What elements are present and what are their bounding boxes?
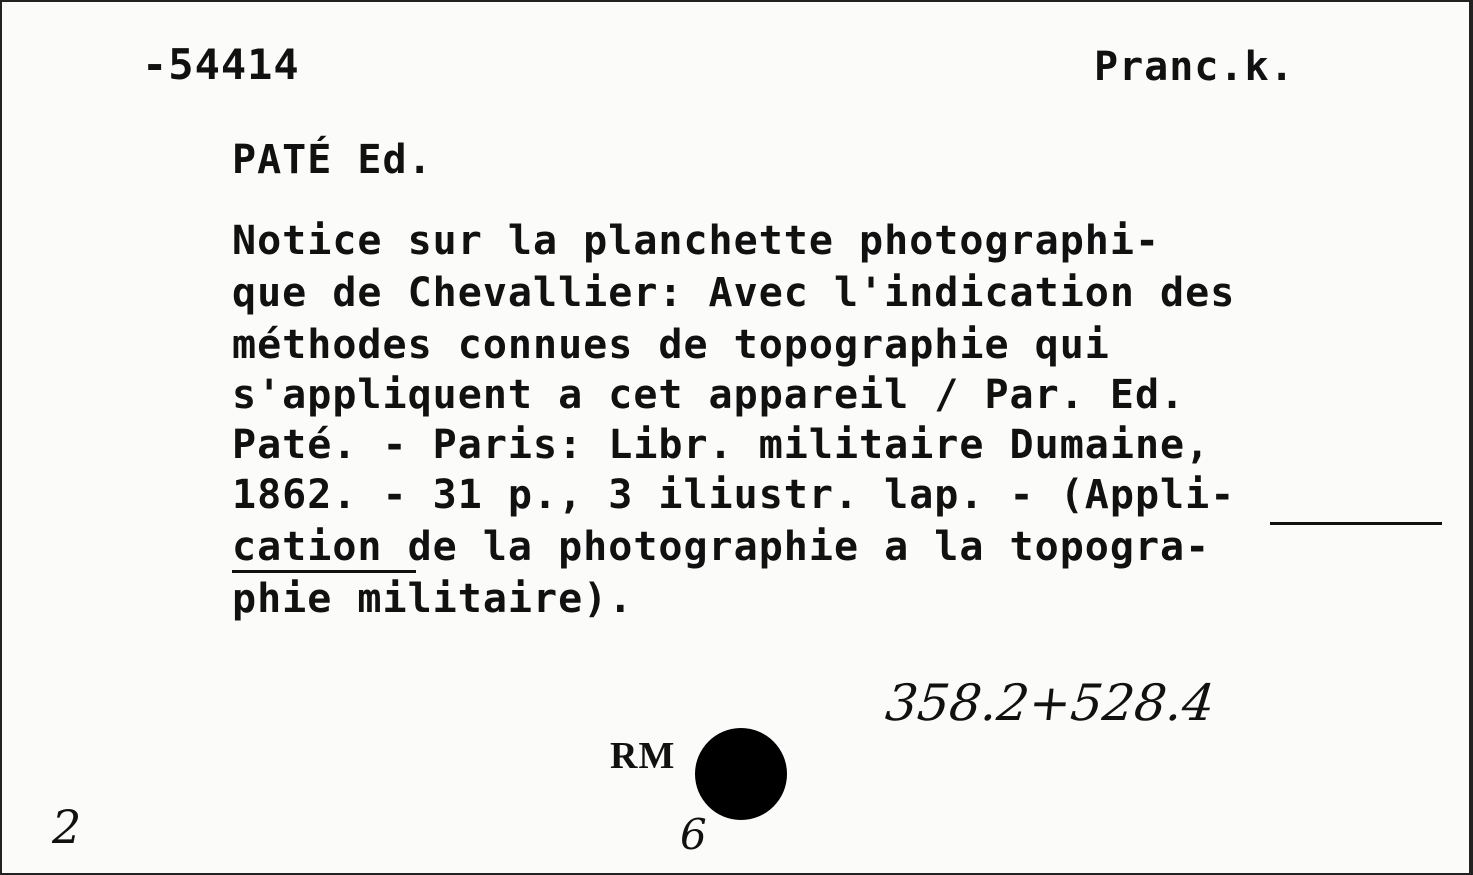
description-line: Notice sur la planchette photographi- [232,218,1161,264]
description-line: méthodes connues de topographie qui [232,322,1110,368]
call-number: -54414 [142,40,300,89]
series-underline [232,570,416,573]
handwritten-bottom-mark: 6 [680,810,707,859]
description-line: s'appliquent a cet appareil / Par. Ed. [232,372,1186,418]
author-heading: PATÉ Ed. [232,137,433,183]
stamp-dot [695,728,787,820]
stamp-label: RM [610,735,676,777]
description-line: phie militaire). [232,576,634,622]
series-underline [1270,522,1442,525]
description-line: Paté. - Paris: Libr. militaire Dumaine, [232,422,1211,468]
description-line: que de Chevallier: Avec l'indication des [232,270,1236,316]
description-line: cation de la photographie a la topogra- [232,524,1211,570]
description-line: 1862. - 31 p., 3 iliustr. lap. - (Appli- [232,472,1236,518]
handwritten-corner-mark: 2 [52,800,82,854]
classification-number: 358.2+528.4 [882,674,1218,732]
language-code: Pranc.k. [1094,44,1295,90]
